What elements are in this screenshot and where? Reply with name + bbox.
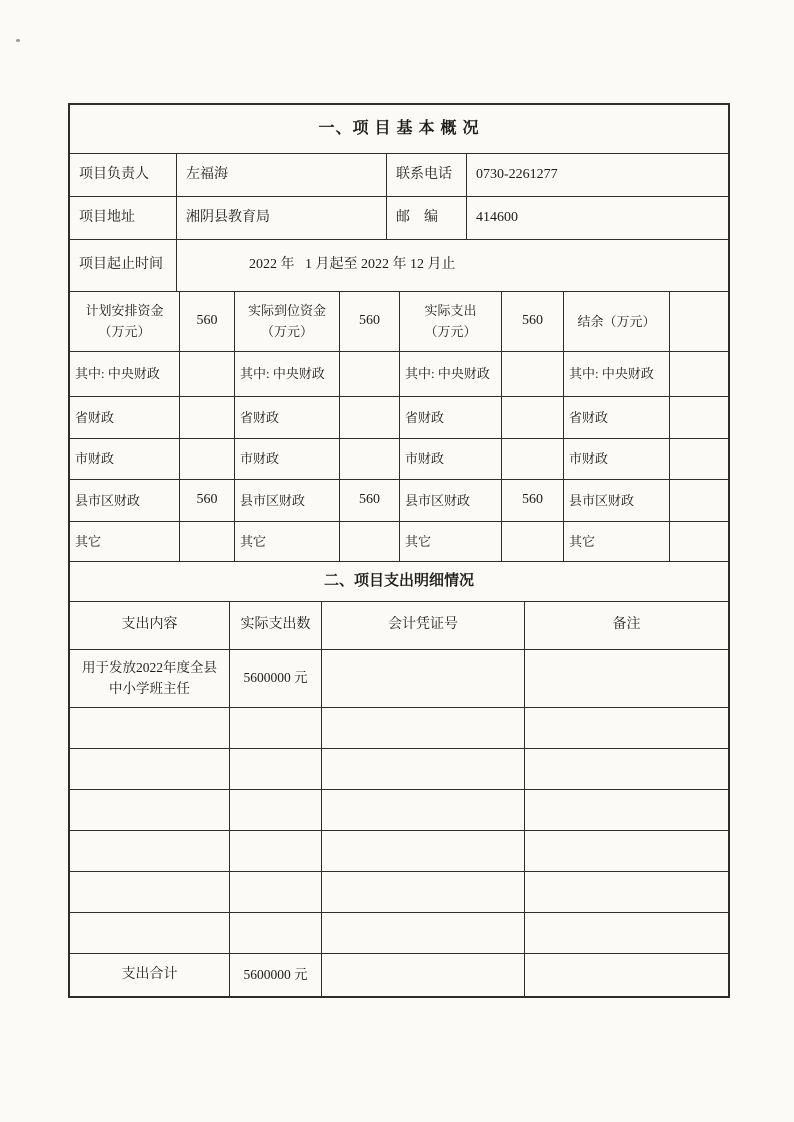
empty-voucher-cell [322,790,525,830]
empty-note-cell [525,872,728,912]
other-label-1: 其它 [70,522,180,561]
county-value-2: 560 [340,480,400,521]
province-value-3 [502,397,564,438]
province-label-3: 省财政 [400,397,502,438]
empty-amount-cell [230,749,322,789]
province-label-4: 省财政 [564,397,670,438]
empty-note-cell [525,708,728,748]
county-value-1: 560 [180,480,235,521]
leader-label: 项目负责人 [70,154,177,196]
scan-artifact-speck [16,39,20,42]
county-value-4 [670,480,728,521]
expenditure-total-row [70,954,728,996]
planned-funds-line2: （万元） [98,323,151,339]
balance-header: 结余（万元） [564,292,670,351]
other-label-2: 其它 [235,522,340,561]
city-label-1: 市财政 [70,439,180,479]
actual-expense-amount: 560 [502,292,564,351]
funding-row-central [70,352,728,397]
empty-note-cell [525,790,728,830]
county-label-3: 县市区财政 [400,480,502,521]
empty-voucher-cell [322,831,525,871]
expenditure-header-row [70,602,728,650]
central-value-4 [670,352,728,396]
planned-funds-amount: 560 [180,292,235,351]
other-label-4: 其它 [564,522,670,561]
county-label-4: 县市区财政 [564,480,670,521]
expenditure-empty-row [70,708,728,749]
empty-content-cell [70,708,230,748]
section2-title-text: 二、项目支出明细情况 [323,573,474,590]
expenditure-header-voucher: 会计凭证号 [322,602,525,649]
received-funds-header [235,292,340,351]
expenditure-header-content: 支出内容 [70,602,230,649]
empty-amount-cell [230,708,322,748]
period-row [70,240,728,292]
period-value: 2022 年 1 月起至 2022 年 12 月止 [249,257,456,273]
empty-amount-cell [230,872,322,912]
expenditure-empty-row [70,913,728,954]
city-value-2 [340,439,400,479]
planned-funds-header [70,292,180,351]
county-label-2: 县市区财政 [235,480,340,521]
phone-value: 0730-2261277 [476,166,558,182]
city-label-4: 市财政 [564,439,670,479]
leader-row [70,154,728,197]
city-label-2: 市财政 [235,439,340,479]
address-value: 湘阴县教育局 [177,197,387,239]
empty-voucher-cell [322,708,525,748]
empty-note-cell [525,749,728,789]
city-value-3 [502,439,564,479]
total-amount: 5600000 元 [230,954,322,996]
empty-amount-cell [230,913,322,953]
other-label-3: 其它 [400,522,502,561]
province-label-2: 省财政 [235,397,340,438]
expenditure-content [70,650,230,707]
other-value-1 [180,522,235,561]
received-funds-amount: 560 [340,292,400,351]
received-funds-line2: （万元） [260,323,313,339]
city-value-1 [180,439,235,479]
actual-expense-line1: 实际支出 [424,303,477,319]
expenditure-note [525,650,728,707]
county-label-1: 县市区财政 [70,480,180,521]
central-label-4: 其中: 中央财政 [564,352,670,396]
funding-row-province [70,397,728,439]
expenditure-content-line1: 用于发放2022年度全县 [82,659,217,675]
total-label: 支出合计 [70,954,230,996]
city-value-4 [670,439,728,479]
section1-title-row [70,105,728,154]
other-value-4 [670,522,728,561]
period-label: 项目起止时间 [70,240,177,291]
funding-row-city [70,439,728,480]
empty-voucher-cell [322,872,525,912]
expenditure-header-amount: 实际支出数 [230,602,322,649]
province-label-1: 省财政 [70,397,180,438]
empty-content-cell [70,913,230,953]
province-value-2 [340,397,400,438]
expenditure-content-line2: 中小学班主任 [109,680,190,696]
city-label-3: 市财政 [400,439,502,479]
section2-title-row [70,562,728,602]
empty-content-cell [70,872,230,912]
expenditure-row-1 [70,650,728,708]
central-label-3: 其中: 中央财政 [400,352,502,396]
other-value-2 [340,522,400,561]
county-value-3: 560 [502,480,564,521]
expenditure-empty-row [70,831,728,872]
funding-row-other [70,522,728,562]
central-value-2 [340,352,400,396]
received-funds-line1: 实际到位资金 [247,303,326,319]
empty-note-cell [525,831,728,871]
central-label-2: 其中: 中央财政 [235,352,340,396]
section1-title-text: 一、项 目 基 本 概 况 [318,120,480,138]
funding-row-county [70,480,728,522]
section1-title [70,105,728,153]
empty-voucher-cell [322,913,525,953]
planned-funds-line1: 计划安排资金 [85,303,164,319]
expenditure-voucher [322,650,525,707]
expenditure-header-note: 备注 [612,617,641,633]
address-label: 项目地址 [70,197,177,239]
empty-content-cell [70,831,230,871]
actual-expense-line2: （万元） [424,323,477,339]
empty-note-cell [525,913,728,953]
expenditure-empty-row [70,749,728,790]
leader-value: 左福海 [177,154,387,196]
other-value-3 [502,522,564,561]
address-row [70,197,728,240]
project-report-table [68,103,730,998]
expenditure-empty-row [70,790,728,831]
province-value-4 [670,397,728,438]
funding-header-row [70,292,728,352]
postal-value: 414600 [476,209,518,225]
central-label-1: 其中: 中央财政 [70,352,180,396]
balance-amount [670,292,728,351]
empty-amount-cell [230,790,322,830]
expenditure-amount: 5600000 元 [230,650,322,707]
central-value-3 [502,352,564,396]
phone-label: 联系电话 [387,154,467,196]
actual-expense-header [400,292,502,351]
empty-amount-cell [230,831,322,871]
central-value-1 [180,352,235,396]
empty-content-cell [70,790,230,830]
total-note [525,954,728,996]
empty-content-cell [70,749,230,789]
province-value-1 [180,397,235,438]
total-voucher [322,954,525,996]
empty-voucher-cell [322,749,525,789]
postal-label: 邮 编 [387,197,467,239]
section2-title [70,562,728,601]
expenditure-empty-row [70,872,728,913]
